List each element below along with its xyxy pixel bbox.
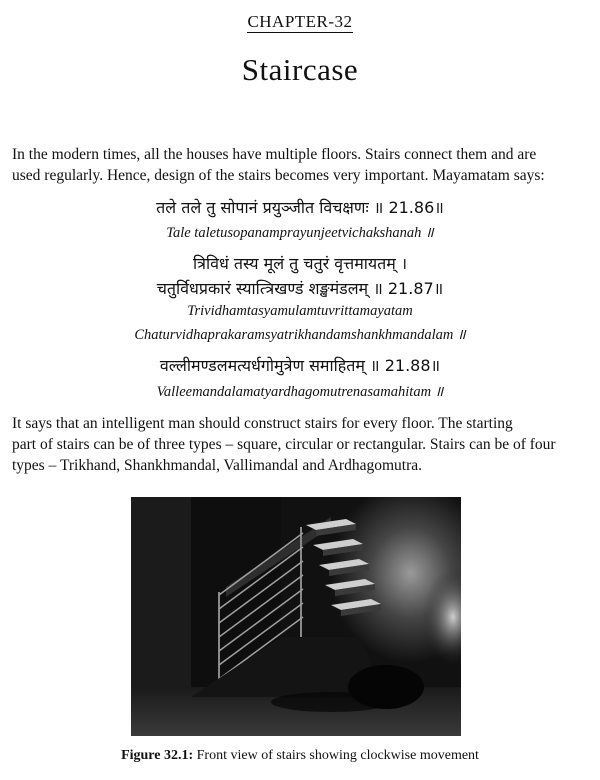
body-line-1: It says that an intelligent man should construct stairs for every floor. The starting bbox=[12, 415, 513, 432]
transliteration-21-88: Valleemandalamatyardhagomutrenasamahitam ॥ bbox=[156, 384, 444, 400]
verse-21-86: तले तले तु सोपानं प्रयुञ्जीत विचक्षणः ॥ 21.86॥ bbox=[156, 198, 444, 217]
body-line-2: part of stairs can be of three types – square, circular or rectangular. Stairs can be of four bbox=[12, 436, 556, 453]
staircase-photo bbox=[131, 497, 461, 736]
figure-label: Figure 32.1: bbox=[121, 748, 194, 763]
page-title: Staircase bbox=[241, 52, 359, 87]
figure-caption-text: Front view of stairs showing clockwise movement bbox=[196, 748, 479, 763]
chapter-label: CHAPTER-32 bbox=[247, 12, 353, 31]
intro-line-2: used regularly. Hence, design of the stairs becomes very important. Mayamatam says: bbox=[12, 167, 545, 184]
transliteration-21-86: Tale taletusopanamprayunjeetvichakshanah ॥ bbox=[166, 225, 434, 241]
verse-21-88: वल्लीमण्डलमत्यर्धगोमुत्रेण समाहितम् ॥ 21.88॥ bbox=[159, 356, 441, 375]
chapter-heading bbox=[0, 12, 600, 32]
transliteration-21-87-line-1: Trividhamtasyamulamtuvrittamayatam bbox=[187, 303, 413, 319]
verse-21-87-line-2: चतुर्विधप्रकारं स्यात्त्रिखण्डं शङ्खमंडलम् ॥ 21.87॥ bbox=[156, 279, 444, 298]
transliteration-21-87-line-2: Chaturvidhaprakaramsyatrikhandamshankhmandalam ॥ bbox=[134, 327, 466, 343]
figure-caption bbox=[0, 748, 600, 764]
verse-21-87-line-1: त्रिविधं तस्य मूलं तु चतुरं वृत्तमायतम् । bbox=[192, 254, 408, 273]
intro-line-1: In the modern times, all the houses have multiple floors. Stairs connect them and are bbox=[12, 146, 537, 163]
body-line-3: types – Trikhand, Shankhmandal, Vallimandal and Ardhagomutra. bbox=[12, 457, 422, 474]
